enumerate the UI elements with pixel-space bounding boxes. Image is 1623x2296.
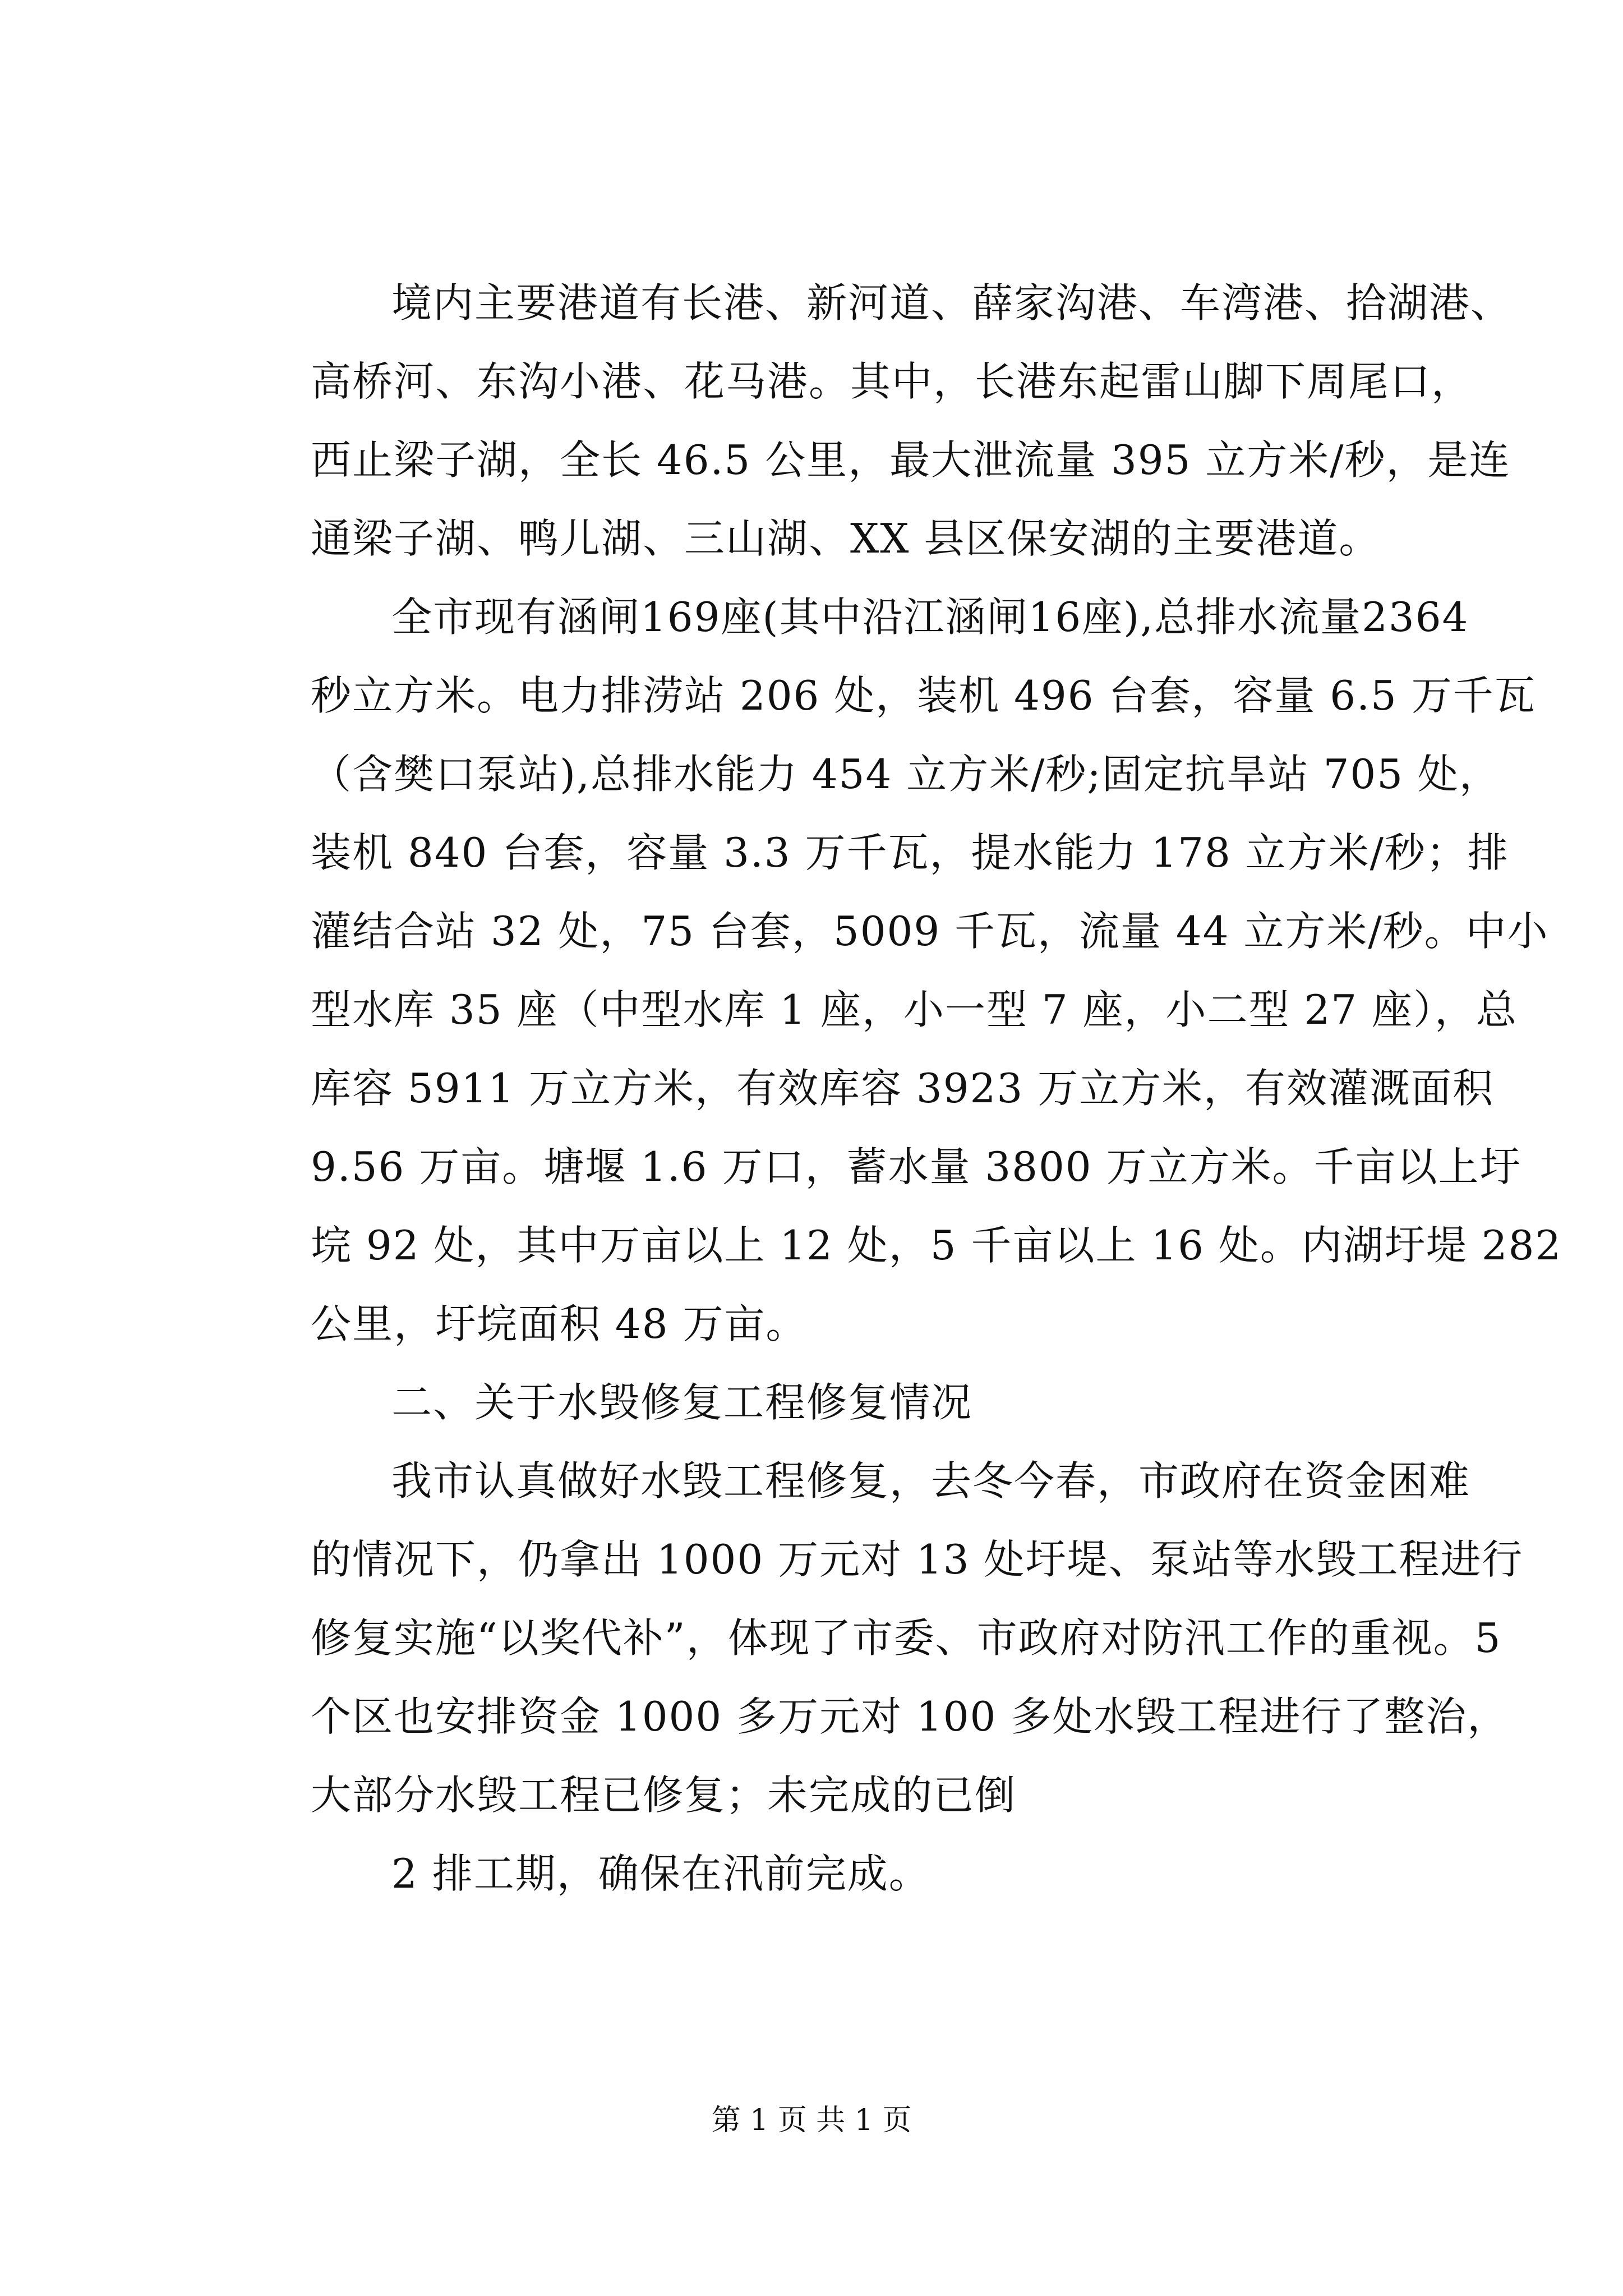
text-line: （含樊口泵站),总排水能力 454 立方米/秒;固定抗旱站 705 处， bbox=[311, 751, 1501, 798]
text-line: 的情况下，仍拿出 1000 万元对 13 处圩堤、泵站等水毁工程进行 bbox=[311, 1536, 1524, 1583]
text-line: 境内主要港道有长港、新河道、薛家沟港、车湾港、拾湖港、 bbox=[391, 279, 1513, 326]
text-line: 我市认真做好水毁工程修复，去冬今春，市政府在资金困难 bbox=[391, 1457, 1471, 1504]
text-line: 型水库 35 座（中型水库 1 座，小一型 7 座，小二型 27 座），总 bbox=[311, 986, 1518, 1033]
document-body bbox=[230, 264, 1562, 1913]
text-line: 高桥河、东沟小港、花马港。其中，长港东起雷山脚下周尾口， bbox=[311, 358, 1473, 405]
heading-text: 二、关于水毁修复工程修复情况 bbox=[391, 1379, 973, 1426]
page-footer: 第 1 页 共 1 页 bbox=[711, 2104, 912, 2137]
text-line: 2 排工期，确保在汛前完成。 bbox=[391, 1850, 930, 1897]
text-line: 9.56 万亩。塘堰 1.6 万口，蓄水量 3800 万立方米。千亩以上圩 bbox=[311, 1143, 1521, 1190]
text-line: 库容 5911 万立方米，有效库容 3923 万立方米，有效灌溉面积 bbox=[311, 1065, 1495, 1112]
text-line: 秒立方米。电力排涝站 206 处，装机 496 台套，容量 6.5 万千瓦 bbox=[311, 672, 1536, 719]
paragraph-repairs bbox=[230, 1442, 1524, 1834]
text-line: 垸 92 处，其中万亩以上 12 处，5 千亩以上 16 处。内湖圩堤 282 bbox=[311, 1222, 1562, 1269]
text-line: 通梁子湖、鸭儿湖、三山湖、XX 县区保安湖的主要港道。 bbox=[311, 515, 1381, 562]
text-line: 公里，圩垸面积 48 万亩。 bbox=[311, 1300, 808, 1347]
text-line: 大部分水毁工程已修复；未完成的已倒 bbox=[311, 1772, 1017, 1819]
text-line: 修复实施“以奖代补”，体现了市委、市政府对防汛工作的重视。5 bbox=[311, 1614, 1502, 1662]
text-line: 西止梁子湖，全长 46.5 公里，最大泄流量 395 立方米/秒，是连 bbox=[311, 436, 1511, 484]
paragraph-schedule bbox=[230, 1834, 1424, 1913]
text-line: 个区也安排资金 1000 多万元对 100 多处水毁工程进行了整治， bbox=[311, 1693, 1509, 1740]
section-heading bbox=[230, 1363, 1424, 1442]
paragraph-facilities bbox=[230, 578, 1562, 1363]
text-line: 装机 840 台套，容量 3.3 万千瓦，提水能力 178 立方米/秒；排 bbox=[311, 829, 1509, 876]
text-line: 灌结合站 32 处，75 台套，5009 千瓦，流量 44 立方米/秒。中小 bbox=[311, 908, 1549, 955]
text-line: 全市现有涵闸169座(其中沿江涵闸16座),总排水流量2364 bbox=[391, 593, 1469, 641]
paragraph-waterways bbox=[230, 264, 1513, 578]
